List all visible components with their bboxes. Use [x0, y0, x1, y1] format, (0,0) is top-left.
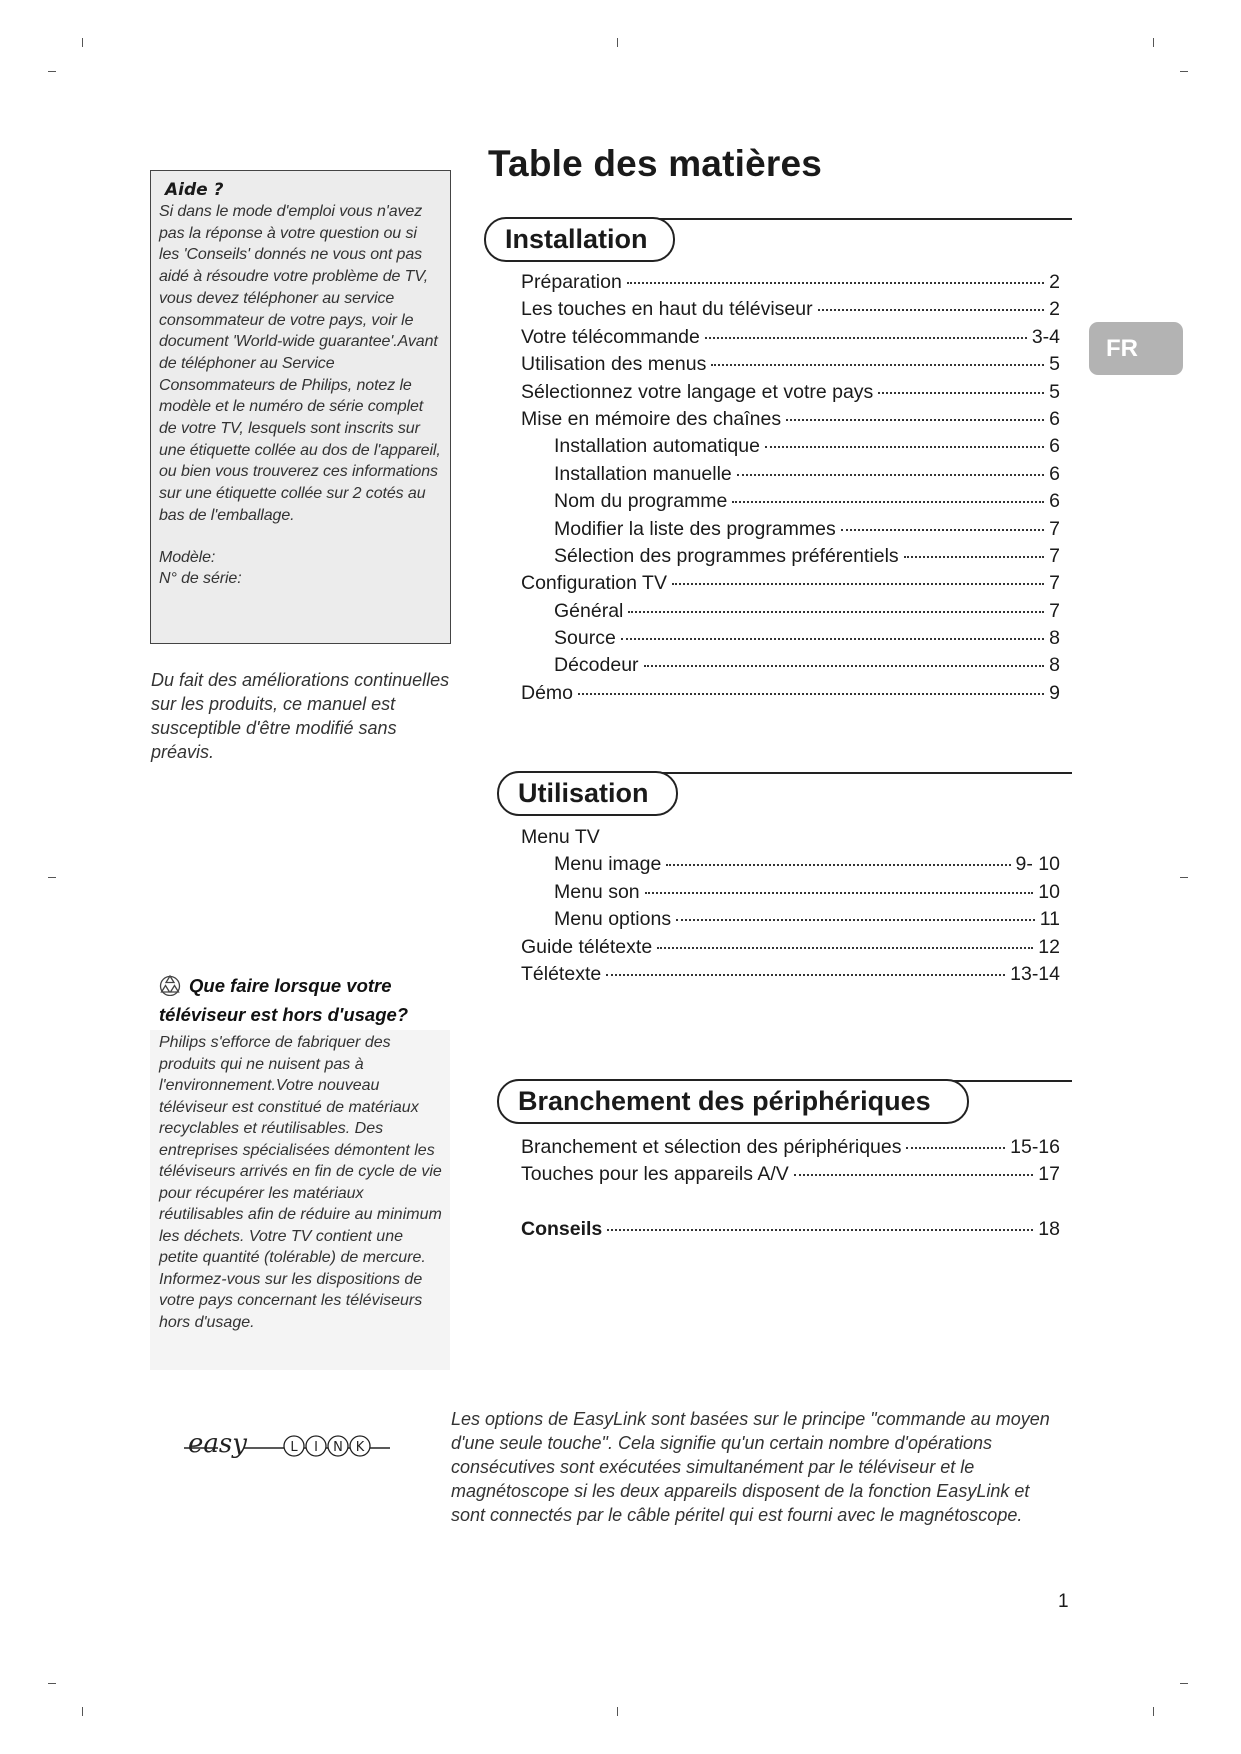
- toc-leader-dots: [794, 1174, 1034, 1176]
- toc-installation: [521, 271, 1060, 709]
- toc-entry: [521, 908, 1060, 935]
- easylink-logo-letter: K: [355, 1440, 365, 1455]
- crop-mark: [48, 877, 56, 878]
- toc-entry: [521, 381, 1060, 408]
- page-title: Table des matières: [488, 143, 823, 184]
- toc-entry-page: 7: [1049, 572, 1060, 595]
- toc-entry: [521, 1218, 1060, 1245]
- toc-leader-dots: [705, 337, 1027, 339]
- toc-entry-page: 6: [1049, 490, 1060, 513]
- toc-entry: [521, 518, 1060, 545]
- toc-entry: [521, 353, 1060, 380]
- page-number: 1: [1058, 1591, 1069, 1612]
- toc-entry-label: Branchement et sélection des périphériques: [521, 1136, 902, 1158]
- toc-entry-page: 2: [1049, 298, 1060, 321]
- toc-leader-dots: [628, 611, 1044, 613]
- toc-entry-page: 6: [1049, 462, 1060, 485]
- toc-entry-label: Votre télécommande: [521, 325, 700, 348]
- toc-entry-page: 17: [1038, 1163, 1060, 1186]
- end-of-life-box: [150, 1030, 450, 1370]
- toc-entry: [521, 1163, 1060, 1190]
- toc-leader-dots: [737, 474, 1044, 476]
- toc-entry: [521, 463, 1060, 490]
- toc-entry-label: Menu options: [554, 908, 672, 931]
- crop-mark: [1180, 71, 1188, 72]
- toc-entry-label: Les touches en haut du téléviseur: [521, 298, 813, 321]
- toc-entry-label: Général: [554, 599, 624, 622]
- toc-entry-page: 2: [1049, 271, 1060, 293]
- toc-entry-label: Configuration TV: [521, 572, 667, 595]
- toc-leader-dots: [607, 1229, 1033, 1231]
- crop-mark: [48, 1683, 56, 1684]
- toc-entry-label: Menu TV: [521, 826, 600, 848]
- toc-branchement: [521, 1136, 1060, 1191]
- toc-entry-page: 7: [1049, 599, 1060, 622]
- crop-mark: [1180, 1683, 1188, 1684]
- toc-entry: [521, 298, 1060, 325]
- toc-entry-page: 7: [1049, 544, 1060, 567]
- toc-entry-label: Décodeur: [554, 654, 639, 677]
- toc-leader-dots: [676, 919, 1035, 921]
- crop-mark: [617, 1707, 618, 1716]
- crop-mark: [617, 38, 618, 47]
- toc-entry: [521, 682, 1060, 709]
- toc-entry-label: Sélectionnez votre langage et votre pays: [521, 380, 874, 403]
- toc-entry-label: Sélection des programmes préférentiels: [554, 544, 899, 567]
- help-text: Si dans le mode d'emploi vous n'avez pas la réponse à votre question ou si les 'Conseils' donnés ne vous ont pas aidé à résoudre votre problème de TV, vous devez téléphoner au service consommateur de votre pays, voir le document 'World-wide guarantee'.Avant de téléphoner au Service Consommateurs de Philips, notez le modèle et le numéro de série complet de votre TV, lesquels sont inscrits sur une étiquette collée au dos de l'appareil, ou bien vous trouverez ces informations sur une étiquette collée sur 2 cotés au bas de l'emballage.: [159, 203, 441, 524]
- toc-entry: [521, 326, 1060, 353]
- toc-entry-page: 9- 10: [1015, 853, 1060, 876]
- toc-entry: [521, 271, 1060, 298]
- crop-mark: [82, 1707, 83, 1716]
- toc-entry: [521, 600, 1060, 627]
- toc-entry-label: Démo: [521, 681, 574, 704]
- toc-entry-page: 12: [1038, 935, 1060, 958]
- toc-entry: [521, 853, 1060, 880]
- toc-entry-label: Guide télétexte: [521, 935, 653, 958]
- improvements-note: Du fait des améliorations continuelles sur les produits, ce manuel est susceptible d'être modifié sans préavis.: [151, 670, 450, 762]
- toc-leader-dots: [666, 864, 1010, 866]
- easylink-logo-script: easy: [188, 1429, 247, 1459]
- toc-entry-page: 6: [1049, 407, 1060, 430]
- toc-entry-label: Installation manuelle: [554, 462, 732, 485]
- section-title-installation: Installation: [484, 217, 675, 262]
- toc-entry: [521, 1136, 1060, 1163]
- toc-entry-label: Installation automatique: [554, 435, 760, 458]
- toc-leader-dots: [786, 419, 1044, 421]
- toc-leader-dots: [644, 665, 1045, 667]
- crop-mark: [1153, 38, 1154, 47]
- toc-entry-label: Préparation: [521, 271, 622, 293]
- toc-entry: [521, 654, 1060, 681]
- toc-entry-page: 3-4: [1031, 325, 1060, 348]
- toc-entry-label: Mise en mémoire des chaînes: [521, 407, 782, 430]
- toc-entry-label: Nom du programme: [554, 490, 728, 513]
- end-of-life-heading: [159, 973, 459, 1027]
- toc-entry-page: 5: [1049, 380, 1060, 403]
- toc-leader-dots: [606, 974, 1005, 976]
- toc-entry-label: Utilisation des menus: [521, 353, 707, 376]
- toc-entry: [521, 627, 1060, 654]
- toc-leader-dots: [672, 583, 1044, 585]
- easylink-logo-letter: L: [290, 1440, 298, 1455]
- toc-leader-dots: [818, 309, 1045, 311]
- toc-leader-dots: [878, 392, 1044, 394]
- toc-leader-dots: [645, 892, 1034, 894]
- toc-conseils: [521, 1218, 1060, 1245]
- serial-label: N° de série:: [159, 570, 242, 588]
- toc-leader-dots: [578, 693, 1044, 695]
- model-label: Modèle:: [159, 548, 216, 566]
- toc-entry-page: 10: [1038, 880, 1060, 903]
- toc-entry-page: 7: [1049, 517, 1060, 540]
- crop-mark: [1180, 877, 1188, 878]
- toc-entry-page: 5: [1049, 353, 1060, 376]
- toc-entry-page: 11: [1039, 908, 1060, 931]
- toc-entry: [521, 435, 1060, 462]
- toc-entry-page: 9: [1049, 681, 1060, 704]
- easylink-logo: [184, 1428, 390, 1464]
- toc-entry-label: Menu image: [554, 853, 662, 876]
- toc-entry: [521, 408, 1060, 435]
- toc-utilisation: [521, 826, 1060, 990]
- toc-entry-label: Menu son: [554, 880, 640, 903]
- end-of-life-text: Philips s'efforce de fabriquer des produits qui ne nuisent pas à l'environnement.Votre nouveau téléviseur est constitué de matériaux recyclables et réutilisables. Des entreprises spécialisées démontent les téléviseurs arrivés en fin de cycle de vie pour récupérer les matériaux réutilisables afin de réduire au minimum les déchets. Votre TV contient une petite quantité (tolérable) de mercure. Informez-vous sur les dispositions de votre pays concernant les téléviseurs hors d'usage.: [159, 1034, 442, 1331]
- end-of-life-heading-text: Que faire lorsque votre téléviseur est hors d'usage?: [159, 975, 409, 1025]
- easylink-logo-letter: N: [333, 1440, 343, 1455]
- toc-leader-dots: [657, 947, 1033, 949]
- recycle-icon: [159, 974, 181, 1002]
- toc-entry-label: Touches pour les appareils A/V: [521, 1163, 789, 1186]
- toc-leader-dots: [906, 1147, 1005, 1149]
- toc-entry: [521, 545, 1060, 572]
- toc-entry-page: 6: [1049, 435, 1060, 458]
- toc-leader-dots: [765, 446, 1044, 448]
- crop-mark: [82, 38, 83, 47]
- toc-entry: [521, 572, 1060, 599]
- toc-entry: [521, 490, 1060, 517]
- help-box: [150, 170, 451, 644]
- toc-entry-page: 13-14: [1010, 962, 1060, 985]
- toc-leader-dots: [841, 529, 1044, 531]
- language-tab: FR: [1089, 322, 1183, 375]
- toc-leader-dots: [732, 501, 1044, 503]
- easylink-logo-letter: I: [314, 1440, 318, 1455]
- toc-leader-dots: [621, 638, 1044, 640]
- toc-entry: [521, 963, 1060, 990]
- toc-entry: [521, 881, 1060, 908]
- toc-leader-dots: [904, 556, 1044, 558]
- toc-entry-page: 18: [1038, 1218, 1060, 1240]
- help-fields: [159, 547, 441, 590]
- section-title-utilisation: Utilisation: [497, 771, 678, 816]
- crop-mark: [48, 71, 56, 72]
- toc-entry-label: Télétexte: [521, 962, 602, 985]
- easylink-text: Les options de EasyLink sont basées sur le principe "commande au moyen d'une seule touche". Cela signifie qu'un certain nombre d'opérations consécutives sont exécutées simultanément par le téléviseur et le magnétoscope si les deux appareils disposent de la fonction EasyLink et sont connectés par le câble péritel qui est fourni avec le magnétoscope.: [451, 1409, 1050, 1525]
- toc-leader-dots: [627, 282, 1044, 284]
- toc-entry-label: Modifier la liste des programmes: [554, 517, 836, 540]
- toc-entry: [521, 826, 1060, 853]
- crop-mark: [1153, 1707, 1154, 1716]
- toc-entry-page: 8: [1049, 627, 1060, 650]
- toc-entry-label: Conseils: [521, 1218, 603, 1240]
- toc-entry-label: Source: [554, 627, 616, 650]
- section-title-branchement: Branchement des périphériques: [497, 1079, 969, 1124]
- help-title: Aide ?: [165, 180, 224, 200]
- toc-entry-page: 15-16: [1010, 1136, 1060, 1158]
- toc-entry-page: 8: [1049, 654, 1060, 677]
- toc-leader-dots: [711, 364, 1044, 366]
- toc-entry: [521, 936, 1060, 963]
